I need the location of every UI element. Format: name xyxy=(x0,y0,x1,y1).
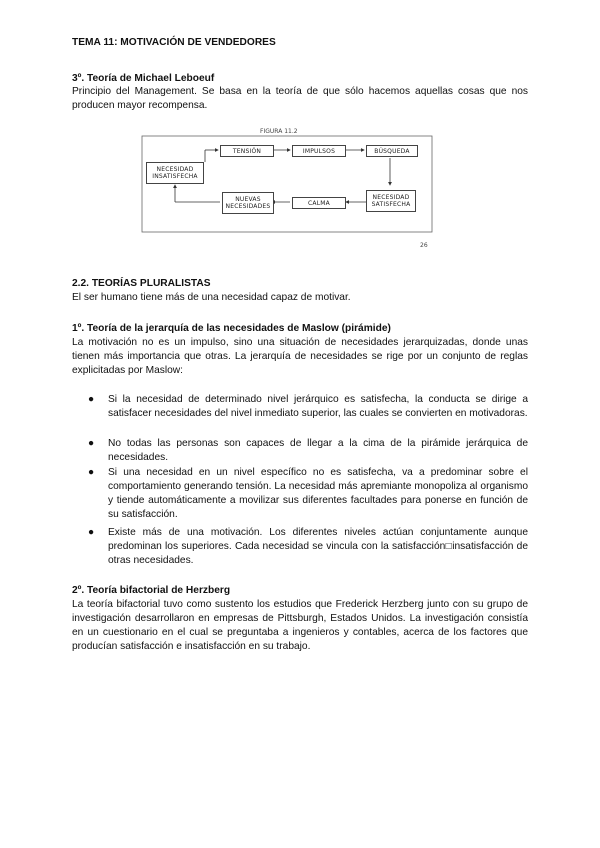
leboeuf-figure xyxy=(140,128,440,238)
box-busqueda: BÚSQUEDA xyxy=(366,145,418,157)
figure-page-mark: 26 xyxy=(420,242,428,249)
leboeuf-body: Principio del Management. Se basa en la teoría de que sólo hacemos aquellas cosas que nos producen mayor recompensa. xyxy=(72,86,528,111)
pluralistas-heading: 2.2. TEORÍAS PLURALISTAS xyxy=(72,278,211,289)
bullet-dot-icon: ● xyxy=(88,527,95,538)
herzberg-heading: 2º. Teoría bifactorial de Herzberg xyxy=(72,585,231,596)
document-title: TEMA 11: MOTIVACIÓN DE VENDEDORES xyxy=(72,37,276,48)
bullet-text: Si una necesidad en un nivel específico no es satisfecha, va a predominar sobre el comportamiento generando tensión. La necesidad más apremiante monopoliza al organismo y tiende automáticamente a movilizar sus diferentes facultades para ponerse en función de su satisfacción. xyxy=(108,467,528,520)
maslow-bullet-4 xyxy=(88,526,528,568)
maslow-bullet-3 xyxy=(88,466,528,522)
box-nuevas-necesidades: NUEVAS NECESIDADES xyxy=(222,192,274,214)
pluralistas-body: El ser humano tiene más de una necesidad capaz de motivar. xyxy=(72,292,351,303)
box-necesidad-insatisfecha: NECESIDAD INSATISFECHA xyxy=(146,162,204,184)
figure-caption: FIGURA 11.2 xyxy=(260,128,298,135)
box-impulsos: IMPULSOS xyxy=(292,145,346,157)
bullet-dot-icon: ● xyxy=(88,438,95,449)
bullet-dot-icon: ● xyxy=(88,394,95,405)
box-tension: TENSIÓN xyxy=(220,145,274,157)
box-necesidad-satisfecha: NECESIDAD SATISFECHA xyxy=(366,190,416,212)
maslow-heading: 1º. Teoría de la jerarquía de las necesidades de Maslow (pirámide) xyxy=(72,323,391,334)
maslow-bullet-2 xyxy=(88,437,528,465)
bullet-dot-icon: ● xyxy=(88,467,95,478)
box-calma: CALMA xyxy=(292,197,346,209)
leboeuf-heading: 3º. Teoría de Michael Leboeuf xyxy=(72,73,215,84)
herzberg-body: La teoría bifactorial tuvo como sustento los estudios que Frederick Herzberg junto con su grupo de investigación desarrollaron en empresas de Pittsburgh, Estados Unidos. La investigación consistía en un cuestionario en el cual se preguntaba a ingenieros y contables, acerca de los factores que producían satisfacción e insatisfacción en su trabajo. xyxy=(72,599,528,652)
maslow-body: La motivación no es un impulso, sino una situación de necesidades jerarquizadas, donde unas tienen más importancia que otras. La jerarquía de necesidades se rige por un conjunto de reglas explicitadas por Maslow: xyxy=(72,337,528,376)
maslow-bullet-1 xyxy=(88,393,528,435)
bullet-text: Existe más de una motivación. Los diferentes niveles actúan conjuntamente aunque predominan los superiores. Cada necesidad se vincula con la satisfacción□insatisfacción de otras necesidades. xyxy=(108,527,528,566)
bullet-text: No todas las personas son capaces de llegar a la cima de la pirámide jerárquica de necesidades. xyxy=(108,438,528,463)
bullet-text: Si la necesidad de determinado nivel jerárquico es satisfecha, la conducta se dirige a satisfacer necesidades del nivel inmediato superior, las cuales se convierten en motivadoras. xyxy=(108,394,528,419)
